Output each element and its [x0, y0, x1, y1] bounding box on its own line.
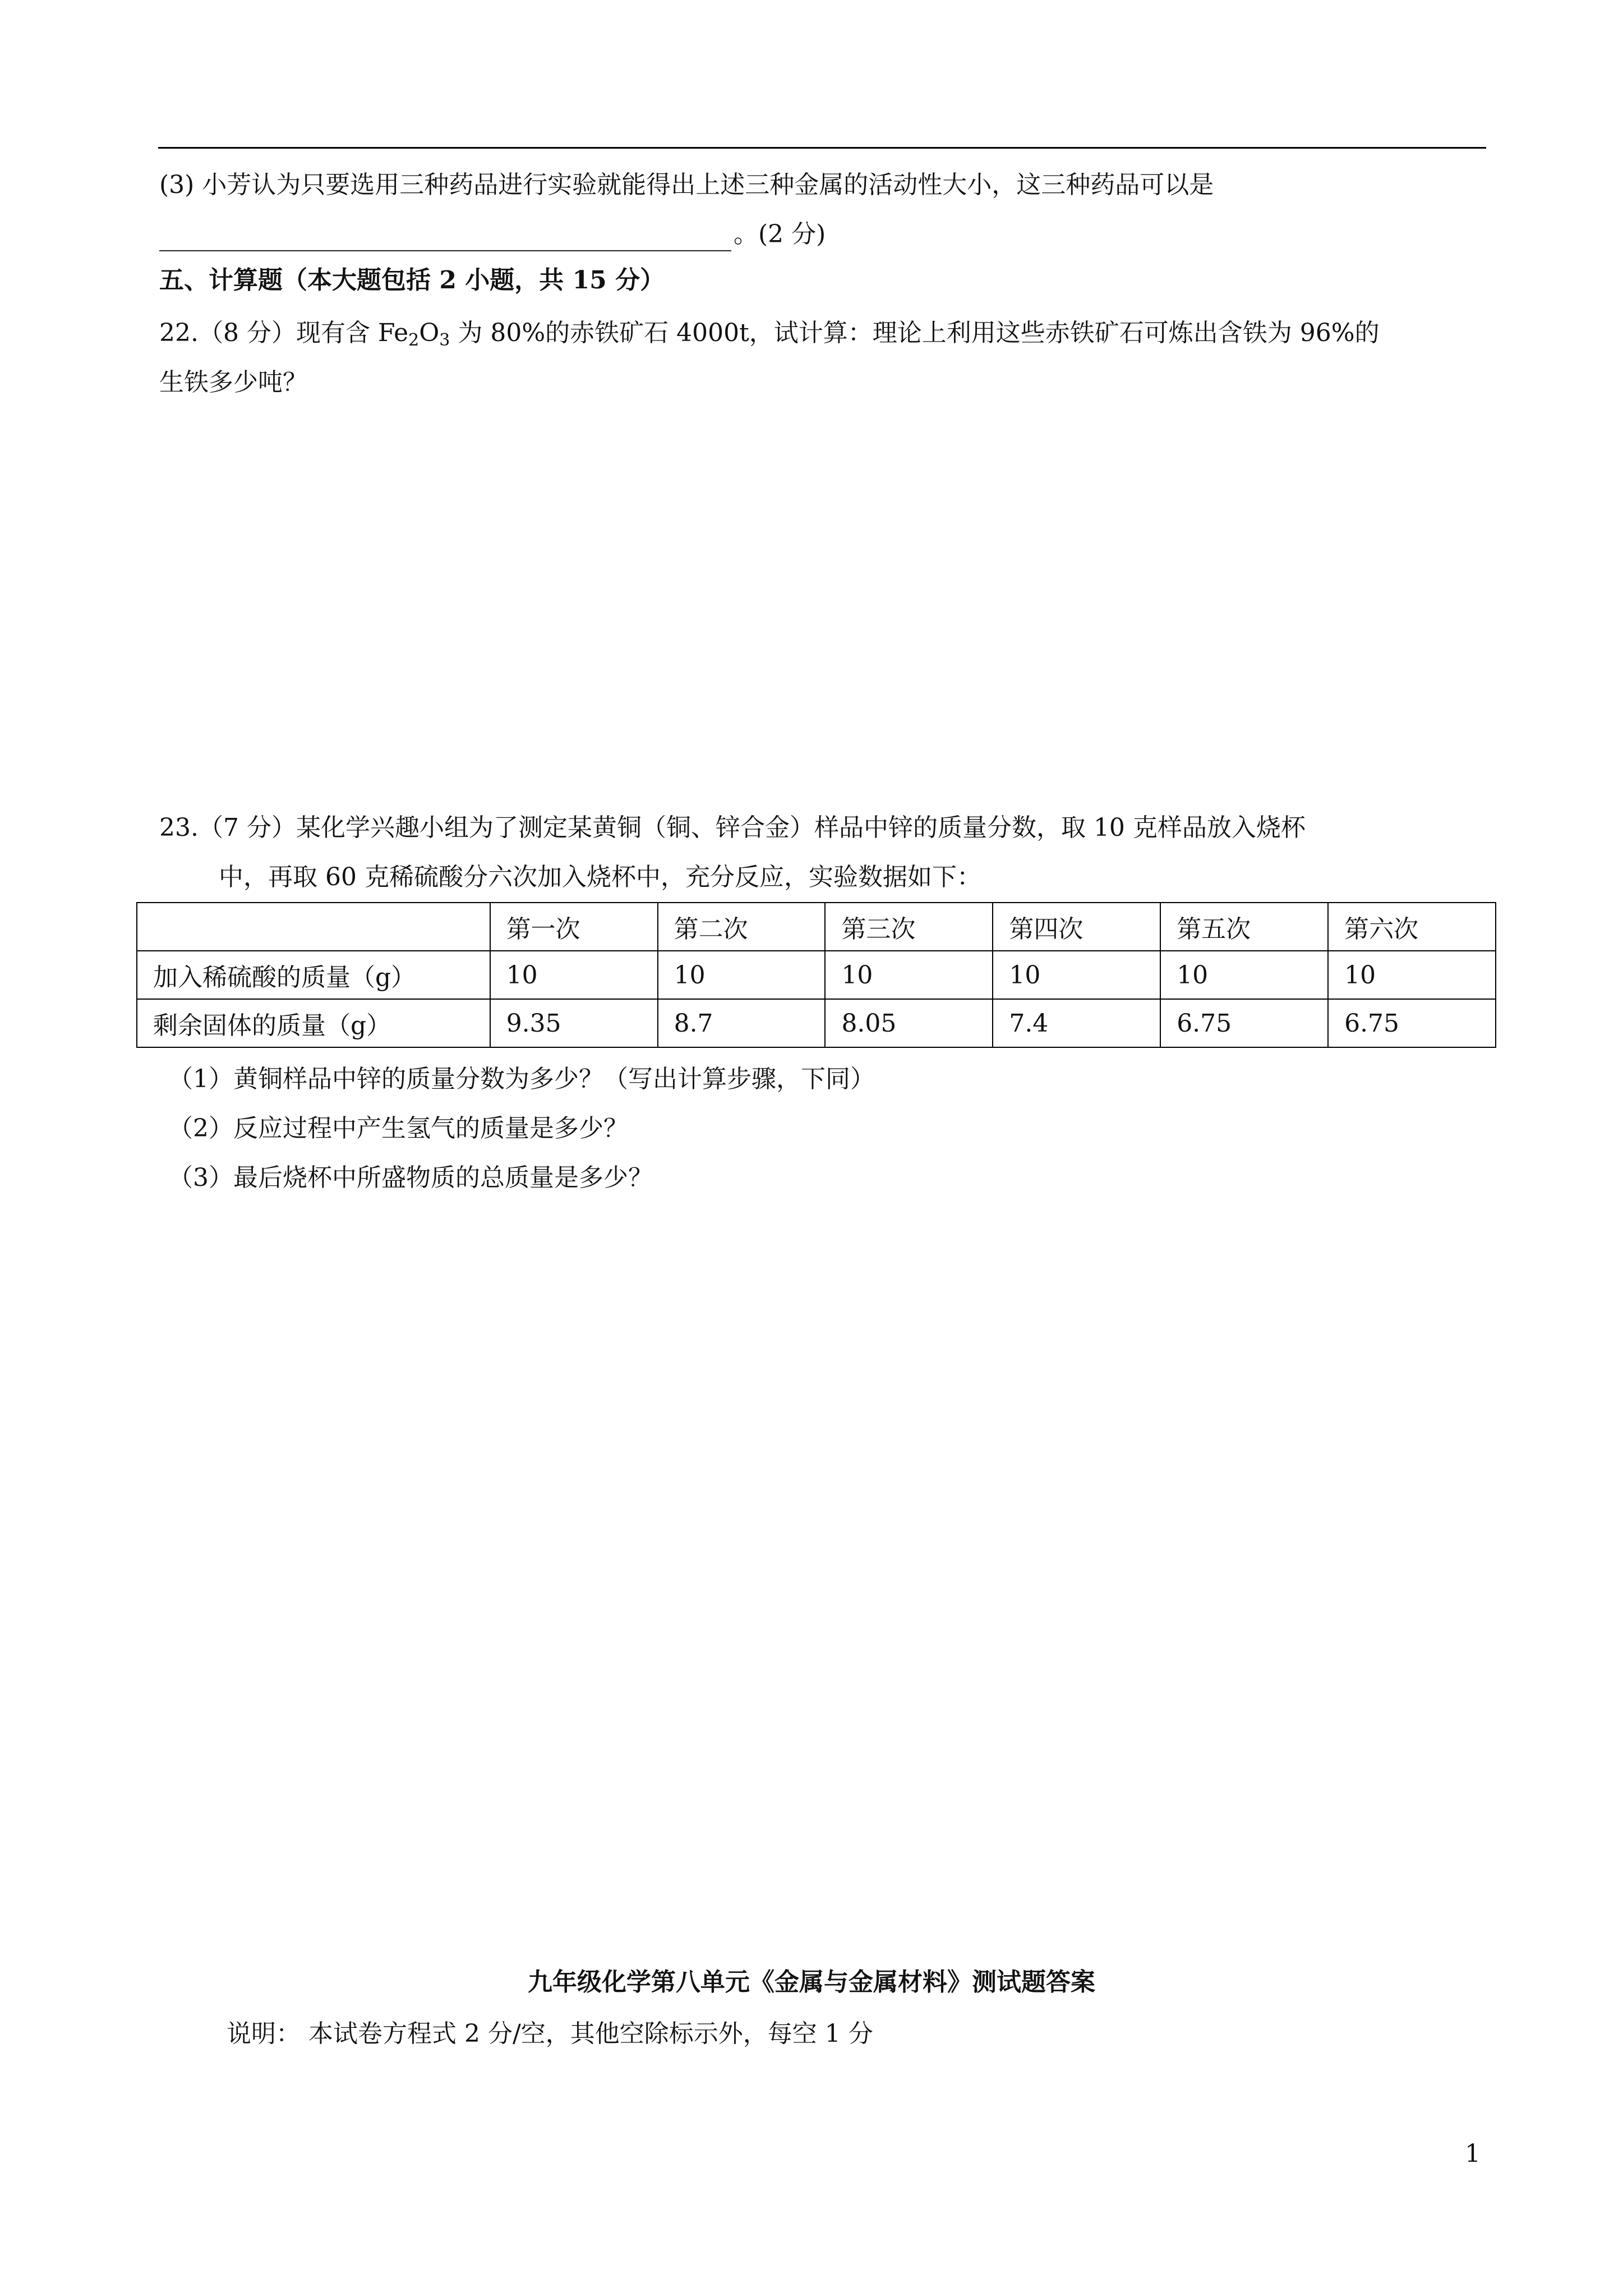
- table-cell: 9.35: [490, 999, 658, 1047]
- q21-3-tail: 。(2 分): [734, 220, 826, 249]
- table-cell: 10: [658, 951, 826, 999]
- table-header-cell: 第二次: [658, 903, 826, 951]
- table-row: [137, 999, 1496, 1047]
- table-header-cell: 第三次: [825, 903, 993, 951]
- page-number: 1: [1465, 2139, 1481, 2168]
- q22-sub-a: 2: [408, 330, 419, 350]
- table-cell: 10: [490, 951, 658, 999]
- answers-note: 说明： 本试卷方程式 2 分/空，其他空除标示外，每空 1 分: [227, 2019, 873, 2048]
- table-cell: 8.05: [825, 999, 993, 1047]
- q22-line1: [159, 316, 1380, 357]
- table-cell: 7.4: [993, 999, 1160, 1047]
- q21-3-answer-line: [159, 218, 826, 251]
- experiment-data-table: [136, 902, 1496, 1048]
- table-header-cell: 第六次: [1328, 903, 1496, 951]
- row-label: 剩余固体的质量（g）: [137, 999, 490, 1047]
- q23-line2: 中，再取 60 克稀硫酸分六次加入烧杯中，充分反应，实验数据如下：: [219, 863, 981, 891]
- table-row: [137, 951, 1496, 999]
- section-heading: 五、计算题（本大题包括 2 小题，共 15 分）: [159, 266, 665, 295]
- table-header-cell: 第四次: [993, 903, 1160, 951]
- table-cell: 8.7: [658, 999, 826, 1047]
- table-cell: 10: [993, 951, 1160, 999]
- table-cell: 10: [1328, 951, 1496, 999]
- q23-sub-question-3: （3）最后烧杯中所盛物质的总质量是多少？: [168, 1163, 653, 1192]
- q22-text-b: O: [419, 319, 440, 347]
- table-header-cell: 第五次: [1160, 903, 1328, 951]
- answer-blank[interactable]: [159, 226, 731, 251]
- q23-sub-question-2: （2）反应过程中产生氢气的质量是多少？: [168, 1114, 628, 1143]
- table-cell: 10: [1160, 951, 1328, 999]
- header-rule: [158, 147, 1486, 149]
- q23-line1: 23.（7 分）某化学兴趣小组为了测定某黄铜（铜、锌合金）样品中锌的质量分数，取 10 克样品放入烧杯: [159, 813, 1306, 842]
- q22-sub-b: 3: [439, 330, 450, 350]
- q21-3-text: (3) 小芳认为只要选用三种药品进行实验就能得出上述三种金属的活动性大小，这三种药品可以是: [159, 171, 1214, 199]
- table-header-cell: 第一次: [490, 903, 658, 951]
- table-header-row: [137, 903, 1496, 951]
- q23-sub-question-1: （1）黄铜样品中锌的质量分数为多少？（写出计算步骤，下同）: [168, 1065, 875, 1093]
- q22-text-c: 为 80%的赤铁矿石 4000t，试计算：理论上利用这些赤铁矿石可炼出含铁为 96%的: [450, 319, 1380, 347]
- table-cell: [137, 903, 490, 951]
- answers-title: 九年级化学第八单元《金属与金属材料》测试题答案: [528, 1968, 1095, 1996]
- table-cell: 10: [825, 951, 993, 999]
- q22-text-a: 22.（8 分）现有含 Fe: [159, 319, 409, 347]
- row-label: 加入稀硫酸的质量（g）: [137, 951, 490, 999]
- q22-line2: 生铁多少吨？: [159, 368, 307, 397]
- table-cell: 6.75: [1328, 999, 1496, 1047]
- table-cell: 6.75: [1160, 999, 1328, 1047]
